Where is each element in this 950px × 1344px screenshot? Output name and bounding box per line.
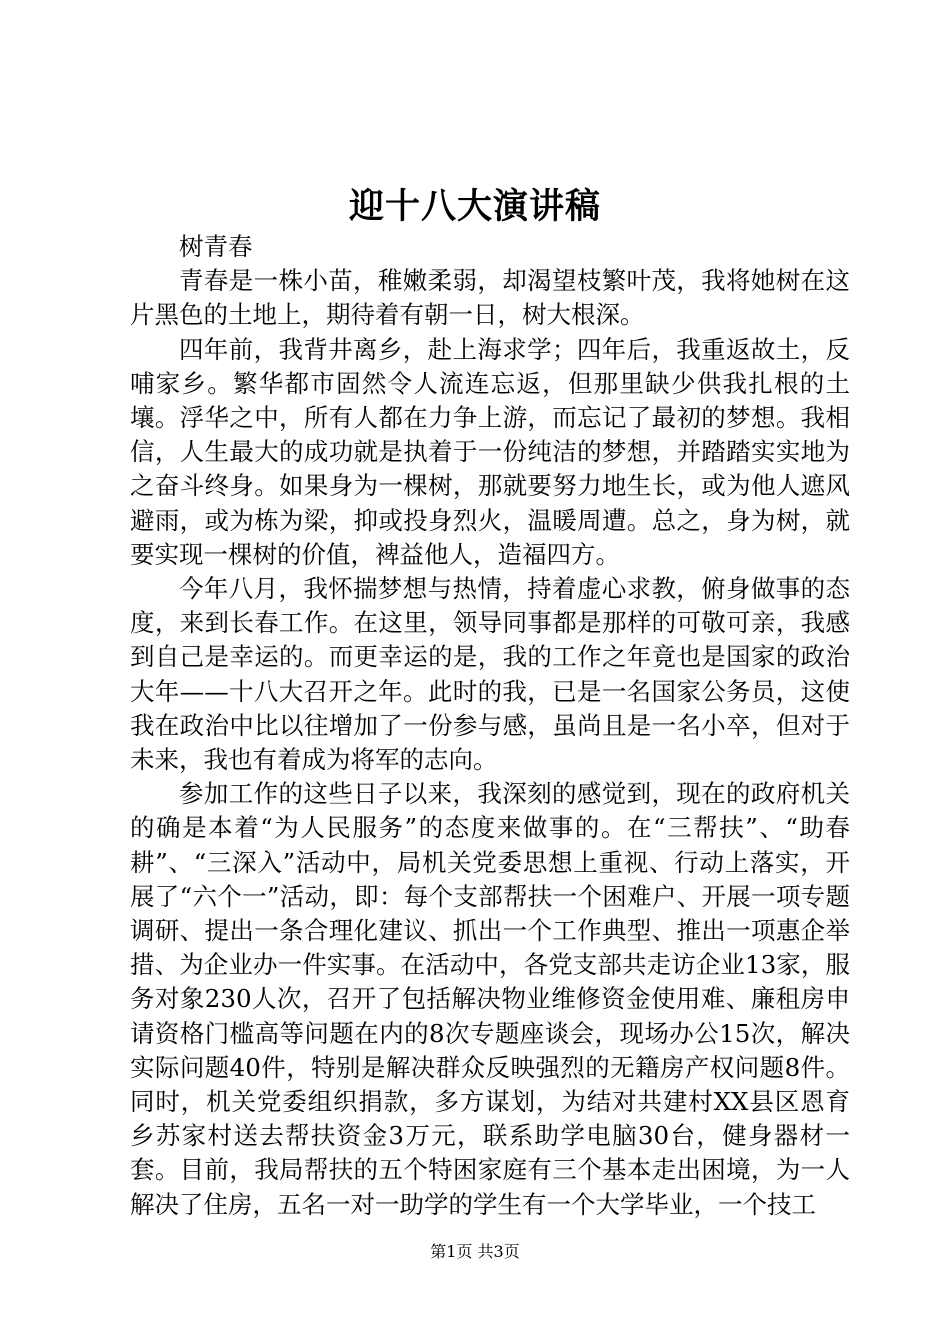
body-paragraph: 四年前，我背井离乡，赴上海求学；四年后，我重返故土，反哺家乡。繁华都市固然令人流连忘返，但那里缺少供我扎根的土壤。浮华之中，所有人都在力争上游，而忘记了最初的梦想。我相信，人生最大的成功就是执着于一份纯洁的梦想，并踏踏实实地为之奋斗终身。如果身为一棵树，那就要努力地生长，或为他人遮风避雨，或为栋为梁，抑或投身烈火，温暖周遭。总之，身为树，就要实现一棵树的价值，裨益他人，造福四方。	[130, 334, 850, 569]
body-paragraph: 参加工作的这些日子以来，我深刻的感觉到，现在的政府机关的确是本着“为人民服务”的态度来做事的。在“三帮扶”、“助春耕”、“三深入”活动中，局机关党委思想上重视、行动上落实，开展了“六个一”活动，即：每个支部帮扶一个困难户、开展一项专题调研、提出一条合理化建议、抓出一个工作典型、推出一项惠企举措、为企业办一件实事。在活动中，各党支部共走访企业13家，服务对象230人次，召开了包括解决物业维修资金使用难、廉租房申请资格门槛高等问题在内的8次专题座谈会，现场办公15次，解决实际问题40件，特别是解决群众反映强烈的无籍房产权问题8件。同时，机关党委组织捐款，多方谋划，为结对共建村XX县区恩育乡苏家村送去帮扶资金3万元，联系助学电脑30台，健身器材一套。目前，我局帮扶的五个特困家庭有三个基本走出困境，为一人解决了住房，五名一对一助学的学生有一个大学毕业，一个技工	[130, 779, 850, 1219]
body-paragraph: 今年八月，我怀揣梦想与热情，持着虚心求教，俯身做事的态度，来到长春工作。在这里，领导同事都是那样的可敬可亲，我感到自己是幸运的。而更幸运的是，我的工作之年竟也是国家的政治大年——十八大召开之年。此时的我，已是一名国家公务员，这使我在政治中比以往增加了一份参与感，虽尚且是一名小卒，但对于未来，我也有着成为将军的志向。	[130, 574, 850, 775]
subtitle-paragraph: 树青春	[179, 232, 253, 261]
document-title: 迎十八大演讲稿	[348, 186, 601, 227]
page-number-footer: 第1页 共3页	[430, 1242, 520, 1261]
document-body	[130, 230, 850, 1222]
body-paragraph: 青春是一株小苗，稚嫩柔弱，却渴望枝繁叶茂，我将她树在这片黑色的土地上，期待着有朝一日，树大根深。	[130, 266, 850, 330]
